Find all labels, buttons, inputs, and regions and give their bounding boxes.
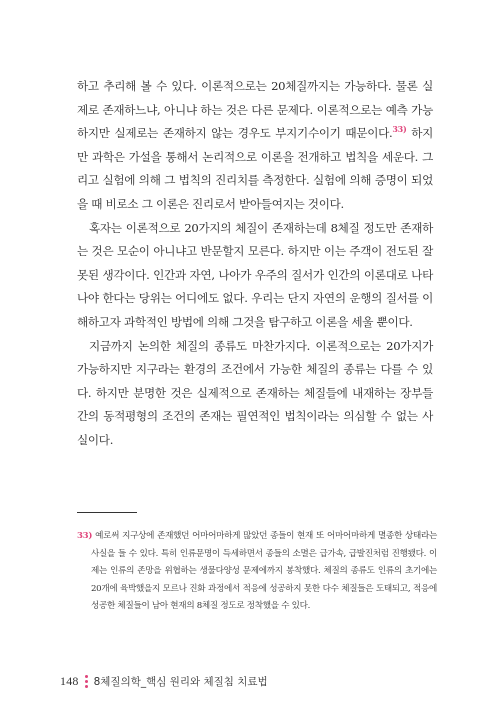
main-text [77, 75, 433, 453]
paragraph-1-text-after-ref: 하지만 과학은 가설을 통해서 논리적으로 이론을 전개하고 법칙을 세운다. 그리고 실험에 의해 그 법칙의 진리치를 측정한다. 실험에 의해 증명이 되었을 때 비로소 그 이론은 진리로서 받아들여지는 것이다. [77, 126, 434, 211]
footnote-text: 예로써 지구상에 존재했던 어마어마하게 많았던 종들이 현재 또 어마어마하게 멸종한 상태라는 사실을 들 수 있다. 특히 인류문명이 득세하면서 종들의 소멸은 급가속, 급발진처럼 진행됐다. 이제는 인류의 존망을 위협하는 생물다양성 문제에까지 봉착했다. 체질의 종류도 인류의 초기에는 20개에 육박했을지 모르나 진화 과정에서 적응에 성공하지 못한 다수 체질들은 도태되고, 적응에 성공한 체질들이 남아 현재의 8체질 정도로 정착했을 수 있다. [91, 531, 437, 612]
footnote-number: 33) [77, 531, 93, 541]
paragraph-2: 혹자는 이론적으로 20가지의 체질이 존재하는데 8체질 정도만 존재하는 것은 모순이 아니냐고 반문할지 모른다. 하지만 이는 주객이 전도된 잘못된 생각이다. 인간과 자연, 나아가 우주의 질서가 인간의 이론대로 나타나야 한다는 당위는 어디에도 없다. 우리는 단지 자연의 운행의 질서를 이해하고자 과학적인 방법에 의해 그것을 탐구하고 이론을 세울 뿐이다. [77, 220, 433, 329]
paragraph-1-text-before-ref: 하고 추리해 볼 수 있다. 이론적으로는 20체질까지는 가능하다. 물론 실제로 존재하느냐, 아니냐 하는 것은 다른 문제다. 이론적으로는 예측 가능하지만 실제로는 존재하지 않는 경우도 부지기수이기 때문이다. [77, 79, 433, 141]
footnote [77, 528, 437, 616]
paragraph-3: 지금까지 논의한 체질의 종류도 마찬가지다. 이론적으로는 20가지가 가능하지만 지구라는 환경의 조건에서 가능한 체질의 종류는 다를 수 있다. 하지만 분명한 것은 실제적으로 존재하는 체질들에 내재하는 장부들 간의 동적평형의 조건의 존재는 필연적인 법칙이라는 의심할 수 없는 사실이다. [77, 338, 433, 447]
footnote-divider [77, 512, 137, 513]
footnote-body [77, 528, 437, 616]
paragraph-1 [77, 75, 433, 217]
footnote-reference[interactable]: 33) [392, 124, 407, 135]
dot-separator-icon [85, 675, 88, 688]
page-footer [60, 674, 268, 689]
running-title: 8체질의학_핵심 원리와 체질침 치료법 [93, 676, 268, 688]
page-number: 148 [60, 674, 79, 688]
